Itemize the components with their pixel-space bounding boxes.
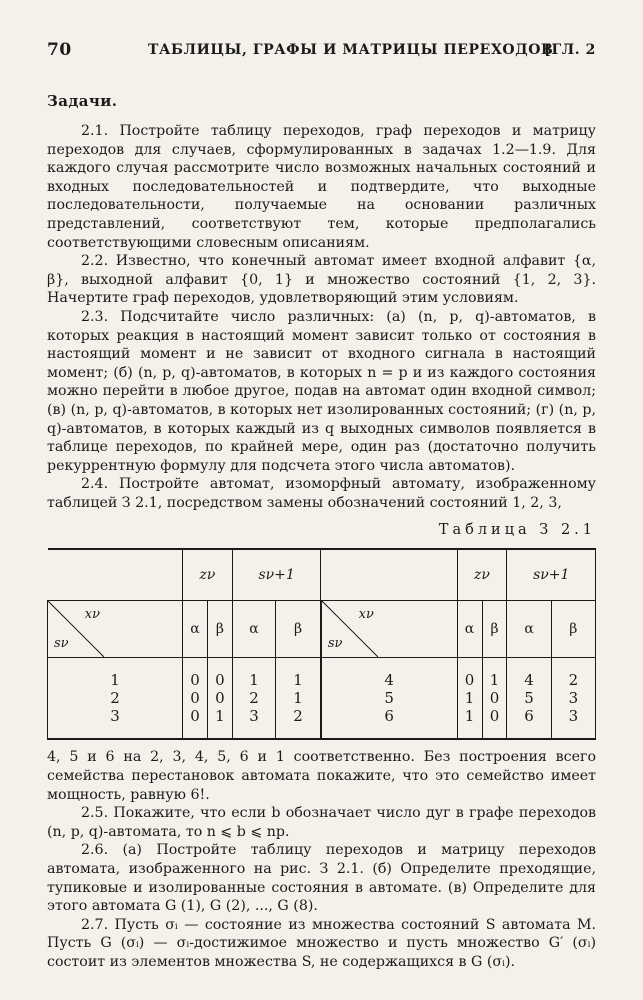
s-alpha-right: 4 5 6 xyxy=(507,658,551,740)
task-2-3: 2.3. Подсчитайте число различных: (а) (n, p, q)-автоматов, в которых реакция в настоящий момент зависит только от состояния в настоящий момент и не зависит от входного сигнала в настоящий момент; (б) (n, p, q)-автоматов, в которых n = p и из каждого состояния можно перейти в любое другое, подав на автомат один входной символ; (в) (n, p, q)-автоматов, в которых нет изолированных состояний; (г) (n, p, q)-автоматов, в которых каждый из q выходных символов появляется в таблице переходов, по крайней мере, один раз (достаточно получить рекуррентную формулу для подсчета этого числа автоматов). xyxy=(47,308,596,474)
z-beta-right: 1 0 0 xyxy=(482,658,507,740)
tasks-after-table xyxy=(47,748,596,971)
state-var-label: sν xyxy=(54,636,69,652)
group-header-z-right: zν xyxy=(457,549,507,601)
input-beta-s-left: β xyxy=(276,601,321,658)
input-beta-z-right: β xyxy=(482,601,507,658)
input-var-label: xν xyxy=(358,607,374,623)
input-alpha-z-left: α xyxy=(183,601,208,658)
input-var-label: xν xyxy=(84,607,100,623)
section-heading: Задачи. xyxy=(47,92,118,110)
group-header-s-right: sν+1 xyxy=(507,549,596,601)
z-beta-left: 0 0 1 xyxy=(207,658,232,740)
input-alpha-z-right: α xyxy=(457,601,482,658)
state-var-label: sν xyxy=(327,636,343,652)
states-left: 1 2 3 xyxy=(48,658,183,740)
group-header-z-left: zν xyxy=(183,549,233,601)
corner-blank-right xyxy=(321,549,457,601)
running-header xyxy=(47,40,596,62)
s-beta-left: 1 1 2 xyxy=(276,658,321,740)
diagonal-header-left xyxy=(48,601,183,658)
task-2-4: 2.4. Постройте автомат, изоморфный автомату, изображенному таблицей З 2.1, посредством замены обозначений состояний 1, 2, 3, xyxy=(47,476,596,511)
book-page xyxy=(47,40,596,972)
table-caption: Таблица З 2.1 xyxy=(438,522,596,539)
z-alpha-right: 0 1 1 xyxy=(457,658,482,740)
task-2-2: 2.2. Известно, что конечный автомат имеет входной алфавит {α, β}, выходной алфавит {0, 1} и множество состояний {1, 2, 3}. Начертите граф переходов, удовлетворяющий этим условиям. xyxy=(47,253,596,307)
task-2-6: 2.6. (а) Постройте таблицу переходов и матрицу переходов автомата, изображенного на рис. З 2.1. (б) Определите преходящие, тупиковые и изолированные состояния в автомате. (в) Определите для этого автомата G (1), G (2), ..., G (8). xyxy=(47,842,596,915)
task-2-5: 2.5. Покажите, что если b обозначает число дуг в графе переходов (n, p, q)-автомата, то n ⩽ b ⩽ np. xyxy=(47,805,596,840)
z-alpha-left: 0 0 0 xyxy=(183,658,208,740)
corner-blank xyxy=(48,549,183,601)
tasks-before-table xyxy=(47,122,596,512)
diagonal-header-right xyxy=(321,601,457,658)
input-alpha-s-left: α xyxy=(232,601,275,658)
input-beta-s-right: β xyxy=(551,601,595,658)
input-beta-z-left: β xyxy=(207,601,232,658)
task-2-1: 2.1. Постройте таблицу переходов, граф переходов и матрицу переходов для случаев, сформулированных в задачах 1.2—1.9. Для каждого случая рассмотрите число возможных начальных состояний и входных последовательностей и подтвердите, что выходные последовательности, получаемые на основании различных представлений, соответствуют тем, которые предполагались соответствующими словесным описаниям. xyxy=(47,123,596,251)
running-title: ТАБЛИЦЫ, ГРАФЫ И МАТРИЦЫ ПЕРЕХОДОВ xyxy=(148,42,554,58)
s-beta-right: 2 3 3 xyxy=(551,658,595,740)
page-number: 70 xyxy=(47,40,72,60)
task-2-7: 2.7. Пусть σᵢ — состояние из множества состояний S автомата M. Пусть G (σᵢ) — σᵢ-достижимое множество и пусть множество G′ (σᵢ) состоит из элементов множества S, не содержащихся в G (σᵢ). xyxy=(47,916,596,970)
states-right: 4 5 6 xyxy=(321,658,457,740)
input-alpha-s-right: α xyxy=(507,601,551,658)
s-alpha-left: 1 2 3 xyxy=(232,658,275,740)
task-2-4-continuation: 4, 5 и 6 на 2, 3, 4, 5, 6 и 1 соответственно. Без построения всего семейства перестановок автомата покажите, что это семейство имеет мощность, равную 6!. xyxy=(47,749,596,803)
chapter-marker: [ГЛ. 2 xyxy=(544,42,596,58)
group-header-s-left: sν+1 xyxy=(232,549,320,601)
transition-table xyxy=(47,548,596,740)
